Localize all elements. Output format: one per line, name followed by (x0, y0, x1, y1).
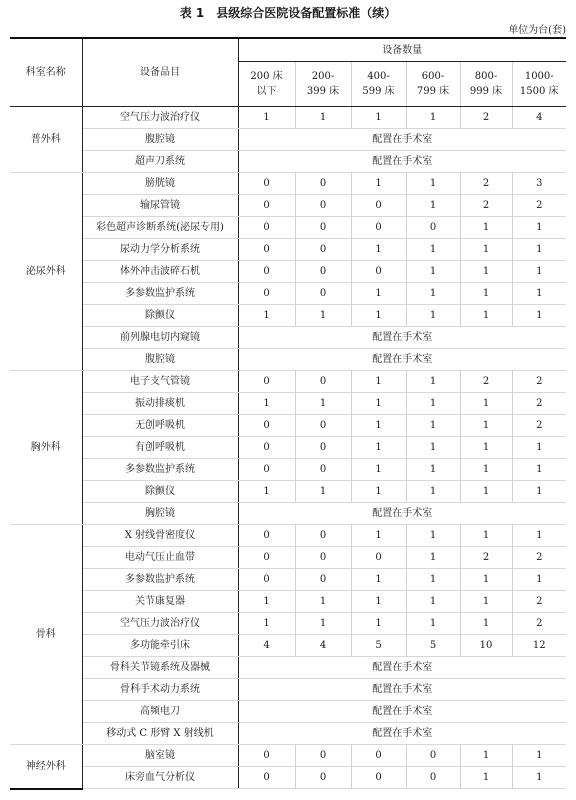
item-cell: 移动式 C 形臂 X 射线机 (82, 723, 238, 745)
table-row (10, 217, 566, 239)
header-bed-range (351, 62, 406, 107)
quantity-cell: 1 (406, 195, 460, 217)
item-cell: 腹腔镜 (82, 129, 238, 151)
header-bed-range-line: 1500 床 (519, 86, 559, 97)
quantity-cell: 1 (351, 481, 406, 503)
quantity-cell: 1 (460, 393, 512, 415)
quantity-cell: 1 (351, 569, 406, 591)
quantity-cell: 1 (238, 393, 295, 415)
quantity-cell: 1 (406, 547, 460, 569)
quantity-cell: 0 (295, 547, 351, 569)
table-row (10, 195, 566, 217)
header-bed-range-line: 以下 (256, 86, 277, 97)
quantity-cell: 1 (512, 481, 566, 503)
quantity-cell: 2 (512, 393, 566, 415)
item-cell: 尿动力学分析系统 (82, 239, 238, 261)
quantity-cell: 1 (406, 393, 460, 415)
quantity-cell: 4 (295, 635, 351, 657)
quantity-cell: 2 (460, 371, 512, 393)
quantity-cell: 1 (512, 239, 566, 261)
quantity-cell: 1 (351, 305, 406, 327)
table-row (10, 129, 566, 151)
quantity-cell: 1 (512, 525, 566, 547)
quantity-cell: 3 (512, 173, 566, 195)
quantity-cell: 2 (460, 173, 512, 195)
quantity-cell: 1 (460, 613, 512, 635)
item-cell: 胸腔镜 (82, 503, 238, 525)
note-cell: 配置在手术室 (238, 679, 566, 701)
quantity-cell: 2 (460, 195, 512, 217)
quantity-cell: 1 (406, 283, 460, 305)
table-row (10, 393, 566, 415)
quantity-cell: 0 (295, 283, 351, 305)
header-bed-range (295, 62, 351, 107)
item-cell: 无创呼吸机 (82, 415, 238, 437)
quantity-cell: 5 (406, 635, 460, 657)
quantity-cell: 4 (238, 635, 295, 657)
table-row (10, 107, 566, 129)
quantity-cell: 1 (512, 217, 566, 239)
quantity-cell: 0 (295, 261, 351, 283)
note-cell: 配置在手术室 (238, 349, 566, 371)
quantity-cell: 0 (238, 173, 295, 195)
quantity-cell: 0 (295, 217, 351, 239)
item-cell: 床旁血气分析仪 (82, 767, 238, 789)
quantity-cell: 1 (460, 261, 512, 283)
quantity-cell: 1 (295, 305, 351, 327)
quantity-cell: 0 (295, 745, 351, 767)
table-row (10, 151, 566, 173)
item-cell: 体外冲击波碎石机 (82, 261, 238, 283)
quantity-cell: 0 (295, 525, 351, 547)
quantity-cell: 1 (406, 107, 460, 129)
quantity-cell: 2 (512, 415, 566, 437)
item-cell: 多功能牵引床 (82, 635, 238, 657)
quantity-cell: 1 (406, 415, 460, 437)
quantity-cell: 0 (238, 239, 295, 261)
quantity-cell: 0 (295, 173, 351, 195)
quantity-cell: 0 (295, 767, 351, 789)
header-bed-range-line: 799 床 (416, 86, 450, 97)
quantity-cell: 0 (295, 415, 351, 437)
quantity-cell: 0 (351, 195, 406, 217)
item-cell: 电动气压止血带 (82, 547, 238, 569)
table-row (10, 327, 566, 349)
item-cell: 彩色超声诊断系统(泌尿专用) (82, 217, 238, 239)
table-row (10, 547, 566, 569)
quantity-cell: 0 (406, 767, 460, 789)
table-row (10, 767, 566, 789)
quantity-cell: 1 (460, 745, 512, 767)
quantity-cell: 1 (512, 459, 566, 481)
table-row (10, 745, 566, 767)
quantity-cell: 1 (238, 107, 295, 129)
note-cell: 配置在手术室 (238, 657, 566, 679)
header-bed-range-line: 600- (421, 71, 445, 82)
header-bed-range (238, 62, 295, 107)
quantity-cell: 1 (238, 305, 295, 327)
header-bed-range (460, 62, 512, 107)
quantity-cell: 1 (406, 459, 460, 481)
item-cell: 除颤仪 (82, 481, 238, 503)
quantity-cell: 0 (295, 195, 351, 217)
quantity-cell: 1 (351, 613, 406, 635)
quantity-cell: 2 (460, 107, 512, 129)
quantity-cell: 10 (460, 635, 512, 657)
header-bed-range-line: 800- (474, 71, 498, 82)
quantity-cell: 1 (295, 481, 351, 503)
unit-note: 单位为台(套) (508, 25, 566, 36)
quantity-cell: 0 (238, 459, 295, 481)
quantity-cell: 1 (351, 437, 406, 459)
header-bed-range-line: 200- (311, 71, 335, 82)
table-row (10, 723, 566, 745)
department-cell: 神经外科 (10, 745, 82, 789)
quantity-cell: 0 (238, 569, 295, 591)
item-cell: 多参数监护系统 (82, 283, 238, 305)
item-cell: 超声刀系统 (82, 151, 238, 173)
table-title: 表 1 县级综合医院设备配置标准（续） (179, 6, 397, 20)
quantity-cell: 0 (295, 239, 351, 261)
quantity-cell: 1 (406, 569, 460, 591)
quantity-cell: 1 (295, 393, 351, 415)
item-cell: 电子支气管镜 (82, 371, 238, 393)
quantity-cell: 1 (460, 283, 512, 305)
quantity-cell: 2 (512, 613, 566, 635)
quantity-cell: 1 (351, 393, 406, 415)
quantity-cell: 1 (351, 173, 406, 195)
quantity-cell: 0 (238, 745, 295, 767)
quantity-cell: 0 (238, 415, 295, 437)
note-cell: 配置在手术室 (238, 701, 566, 723)
table-row (10, 371, 566, 393)
item-cell: 空气压力波治疗仪 (82, 107, 238, 129)
table-row (10, 701, 566, 723)
quantity-cell: 1 (295, 591, 351, 613)
header-bed-range (512, 62, 566, 107)
item-cell: X 射线骨密度仪 (82, 525, 238, 547)
quantity-cell: 1 (238, 591, 295, 613)
quantity-cell: 1 (460, 217, 512, 239)
table-row (10, 173, 566, 195)
quantity-cell: 4 (512, 107, 566, 129)
quantity-cell: 0 (351, 261, 406, 283)
item-cell: 腹腔镜 (82, 349, 238, 371)
quantity-cell: 1 (406, 261, 460, 283)
quantity-cell: 1 (406, 371, 460, 393)
quantity-cell: 1 (460, 525, 512, 547)
quantity-cell: 5 (351, 635, 406, 657)
table-row (10, 481, 566, 503)
quantity-cell: 1 (406, 305, 460, 327)
item-cell: 关节康复器 (82, 591, 238, 613)
header-bed-range-line: 1000- (524, 71, 554, 82)
header-quantity: 设备数量 (238, 38, 566, 62)
quantity-cell: 0 (406, 745, 460, 767)
table-row (10, 569, 566, 591)
header-bed-range-line: 599 床 (362, 86, 395, 97)
table-row (10, 635, 566, 657)
quantity-cell: 0 (238, 371, 295, 393)
quantity-cell: 1 (460, 415, 512, 437)
quantity-cell: 0 (238, 261, 295, 283)
quantity-cell: 1 (406, 591, 460, 613)
item-cell: 输尿管镜 (82, 195, 238, 217)
quantity-cell: 1 (406, 613, 460, 635)
quantity-cell: 1 (351, 107, 406, 129)
quantity-cell: 1 (351, 525, 406, 547)
quantity-cell: 1 (406, 481, 460, 503)
equipment-table (10, 37, 566, 790)
table-row (10, 657, 566, 679)
quantity-cell: 1 (351, 591, 406, 613)
item-cell: 多参数监护系统 (82, 569, 238, 591)
item-cell: 除颤仪 (82, 305, 238, 327)
item-cell: 骨科手术动力系统 (82, 679, 238, 701)
quantity-cell: 2 (512, 547, 566, 569)
item-cell: 高频电刀 (82, 701, 238, 723)
table-row (10, 349, 566, 371)
item-cell: 膀胱镜 (82, 173, 238, 195)
header-bed-range-line: 399 床 (306, 86, 340, 97)
quantity-cell: 1 (460, 305, 512, 327)
quantity-cell: 1 (351, 283, 406, 305)
quantity-cell: 0 (295, 459, 351, 481)
quantity-cell: 1 (512, 283, 566, 305)
table-row (10, 283, 566, 305)
item-cell: 空气压力波治疗仪 (82, 613, 238, 635)
item-cell: 多参数监护系统 (82, 459, 238, 481)
quantity-cell: 1 (406, 239, 460, 261)
quantity-cell: 1 (512, 745, 566, 767)
note-cell: 配置在手术室 (238, 327, 566, 349)
header-department: 科室名称 (10, 38, 82, 107)
quantity-cell: 1 (238, 481, 295, 503)
quantity-cell: 1 (295, 613, 351, 635)
quantity-cell: 1 (460, 239, 512, 261)
quantity-cell: 2 (512, 591, 566, 613)
quantity-cell: 1 (351, 371, 406, 393)
quantity-cell: 1 (460, 569, 512, 591)
table-row (10, 415, 566, 437)
table-row (10, 613, 566, 635)
quantity-cell: 0 (238, 437, 295, 459)
quantity-cell: 1 (460, 591, 512, 613)
quantity-cell: 0 (238, 767, 295, 789)
quantity-cell: 0 (238, 195, 295, 217)
quantity-cell: 12 (512, 635, 566, 657)
quantity-cell: 1 (512, 569, 566, 591)
quantity-cell: 1 (406, 173, 460, 195)
note-cell: 配置在手术室 (238, 151, 566, 173)
quantity-cell: 0 (351, 745, 406, 767)
department-cell: 骨科 (10, 525, 82, 745)
quantity-cell: 1 (512, 261, 566, 283)
quantity-cell: 2 (512, 195, 566, 217)
table-row (10, 305, 566, 327)
header-bed-range-line: 999 床 (469, 86, 503, 97)
quantity-cell: 0 (238, 525, 295, 547)
header-item: 设备品目 (82, 38, 238, 107)
quantity-cell: 1 (512, 767, 566, 789)
note-cell: 配置在手术室 (238, 503, 566, 525)
quantity-cell: 2 (460, 547, 512, 569)
quantity-cell: 0 (351, 217, 406, 239)
quantity-cell: 1 (406, 437, 460, 459)
department-cell: 泌尿外科 (10, 173, 82, 371)
table-row (10, 239, 566, 261)
item-cell: 骨科关节镜系统及器械 (82, 657, 238, 679)
quantity-cell: 2 (512, 371, 566, 393)
quantity-cell: 1 (460, 767, 512, 789)
quantity-cell: 1 (351, 459, 406, 481)
department-cell: 普外科 (10, 107, 82, 173)
header-bed-range (406, 62, 460, 107)
quantity-cell: 0 (351, 547, 406, 569)
item-cell: 脑室镜 (82, 745, 238, 767)
table-row (10, 459, 566, 481)
quantity-cell: 1 (460, 437, 512, 459)
quantity-cell: 0 (238, 283, 295, 305)
table-row (10, 525, 566, 547)
quantity-cell: 1 (238, 613, 295, 635)
quantity-cell: 1 (295, 107, 351, 129)
quantity-cell: 1 (351, 415, 406, 437)
quantity-cell: 0 (238, 547, 295, 569)
quantity-cell: 0 (406, 217, 460, 239)
item-cell: 前列腺电切内窥镜 (82, 327, 238, 349)
quantity-cell: 1 (460, 459, 512, 481)
table-row (10, 591, 566, 613)
item-cell: 有创呼吸机 (82, 437, 238, 459)
header-bed-range-line: 400- (367, 71, 390, 82)
note-cell: 配置在手术室 (238, 129, 566, 151)
quantity-cell: 0 (351, 767, 406, 789)
quantity-cell: 1 (512, 305, 566, 327)
quantity-cell: 0 (238, 217, 295, 239)
quantity-cell: 1 (460, 481, 512, 503)
quantity-cell: 1 (351, 239, 406, 261)
quantity-cell: 1 (406, 525, 460, 547)
department-cell: 胸外科 (10, 371, 82, 525)
quantity-cell: 0 (295, 437, 351, 459)
quantity-cell: 0 (295, 371, 351, 393)
note-cell: 配置在手术室 (238, 723, 566, 745)
item-cell: 振动排痰机 (82, 393, 238, 415)
header-bed-range-line: 200 床 (250, 71, 283, 82)
table-row (10, 679, 566, 701)
table-row (10, 261, 566, 283)
table-row (10, 503, 566, 525)
table-row (10, 437, 566, 459)
quantity-cell: 0 (295, 569, 351, 591)
quantity-cell: 1 (512, 437, 566, 459)
